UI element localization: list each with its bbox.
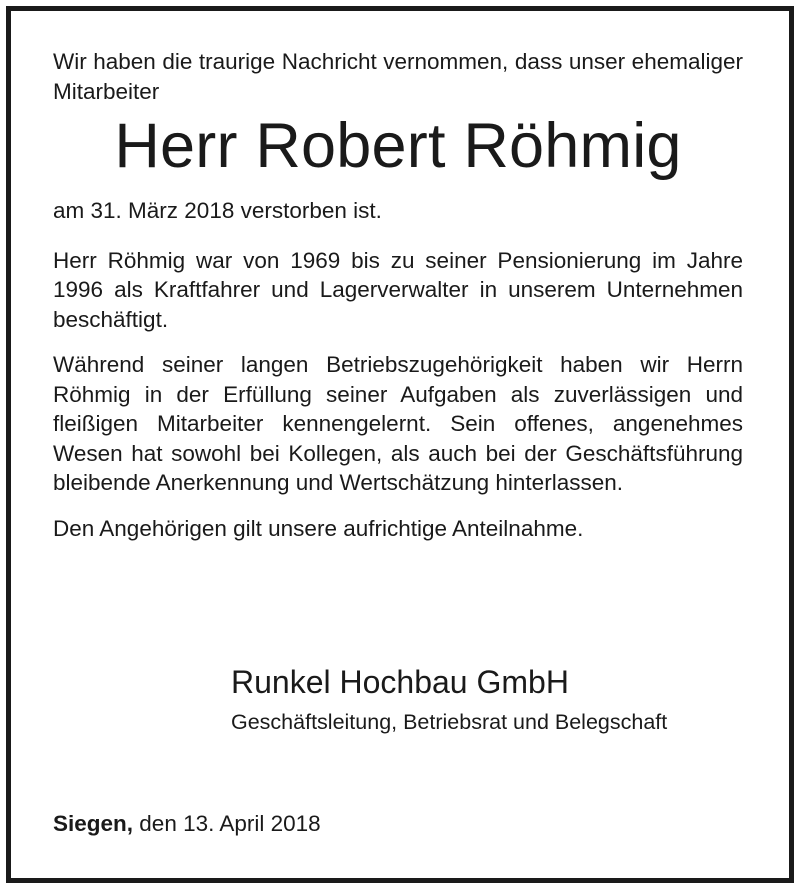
biography-paragraph: Herr Röhmig war von 1969 bis zu seiner Pensionierung im Jahre 1996 als Kraftfahrer und Lagerverwalter in unserem Unternehmen beschäftigt. [53, 247, 743, 332]
company-name: Runkel Hochbau GmbH [231, 664, 569, 700]
condolence-line: Den Angehörigen gilt unsere aufrichtige Anteilnahme. [53, 515, 584, 541]
death-date-line: am 31. März 2018 verstorben ist. [53, 198, 382, 223]
tribute-paragraph: Während seiner langen Betriebszugehörigkeit haben wir Herrn Röhmig in der Erfüllung seiner Aufgaben als zuverlässigen und fleißigen Mitarbeiter kennengelernt. Sein offenes, angenehmes Wesen hat sowohl bei Kollegen, als auch bei der Geschäftsführung bleibende Anerkennung und Wertschätzung hinterlassen. [53, 352, 743, 495]
issue-date: den 13. April 2018 [139, 811, 321, 836]
deceased-name: Herr Robert Röhmig [114, 111, 682, 181]
place: Siegen, [53, 811, 134, 836]
intro-text: Wir haben die traurige Nachricht vernommen, dass unser ehemaliger Mitarbeiter [53, 49, 743, 104]
signatories: Geschäftsleitung, Betriebsrat und Belegschaft [231, 710, 668, 734]
signature-block [231, 662, 667, 736]
notice-body [53, 47, 743, 543]
place-date-line [53, 809, 321, 838]
